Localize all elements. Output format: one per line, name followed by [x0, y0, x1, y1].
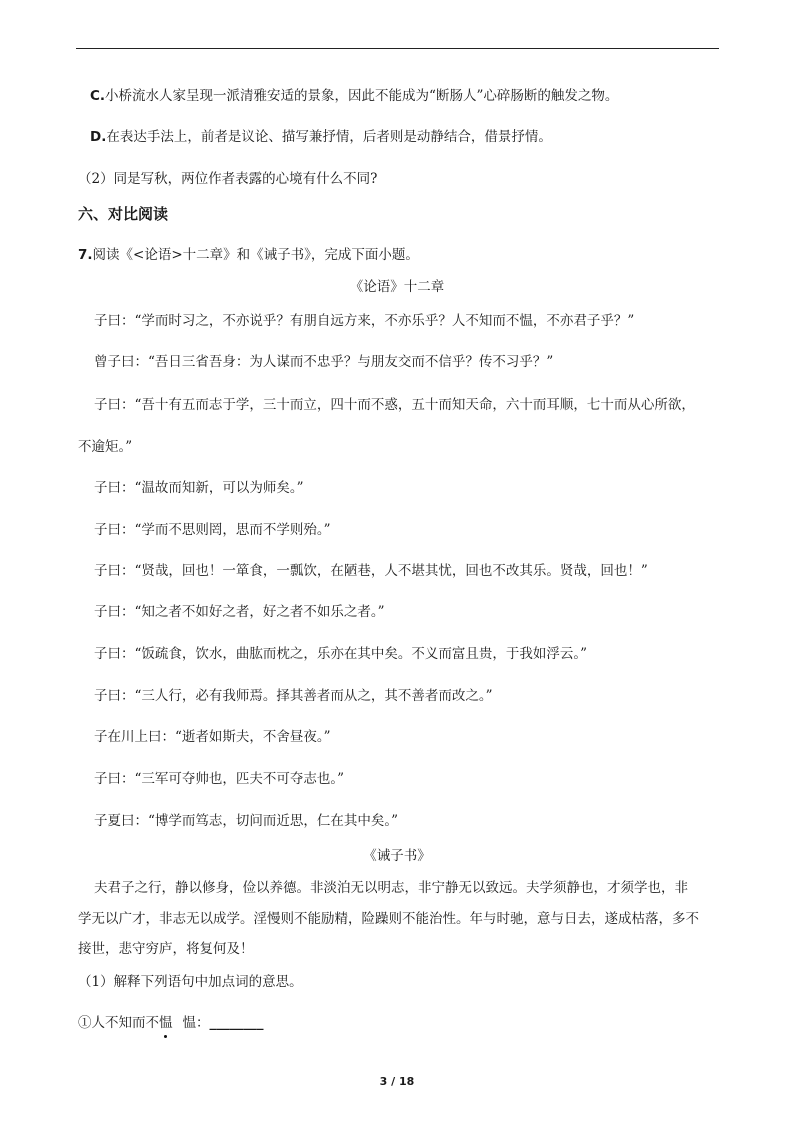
lunyu-title: 《论语》十二章	[349, 279, 445, 295]
option-c	[90, 86, 618, 106]
page-number: 3 / 18	[379, 1075, 415, 1088]
jiezishu-line-1: 夫君子之行，静以修身，俭以养德。非淡泊无以明志，非宁静无以致远。夫学须静也，才须学也，非	[94, 880, 688, 896]
option-c-letter: C.	[90, 88, 106, 104]
lunyu-passage-3-cont: 不逾矩。”	[78, 439, 133, 455]
option-d-text: 在表达手法上，前者是议论、描写兼抒情，后者则是动静结合，借景抒情。	[106, 129, 552, 145]
item-1-sentence: ①人不知而不	[78, 1015, 159, 1031]
question-7-text: 阅读《<论语>十二章》和《诫子书》，完成下面小题。	[92, 247, 419, 263]
option-c-text: 小桥流水人家呈现一派清雅安适的景象，因此不能成为“断肠人”心碎肠断的触发之物。	[105, 88, 619, 104]
jiezishu-line-2: 学无以广才，非志无以成学。淫慢则不能励精，险躁则不能治性。年与时驰，意与日去，遂成枯落，多不	[78, 911, 699, 927]
option-d	[90, 127, 552, 147]
lunyu-passage-10: 子在川上曰：“逝者如斯夫，不舍昼夜。”	[94, 729, 331, 745]
sub-question-1: （1）解释下列语句中加点词的意思。	[78, 974, 303, 990]
lunyu-passage-11: 子曰：“三军可夺帅也，匹夫不可夺志也。”	[94, 771, 345, 787]
header-rule	[76, 48, 719, 49]
answer-item-1	[78, 1013, 264, 1033]
jiezishu-line-3: 接世，悲守穷庐，将复何及！	[78, 941, 254, 957]
lunyu-passage-6: 子曰：“贤哉，回也！一箪食，一瓢饮，在陋巷，人不堪其忧，回也不改其乐。贤哉，回也！”	[94, 563, 648, 579]
jiezishu-title: 《诫子书》	[363, 848, 431, 864]
section-heading: 六、对比阅读	[78, 205, 169, 223]
lunyu-passage-9: 子曰：“三人行，必有我师焉。择其善者而从之，其不善者而改之。”	[94, 688, 493, 704]
question-7-number: 7.	[78, 247, 93, 263]
lunyu-passage-2: 曾子曰：“吾日三省吾身：为人谋而不忠乎？与朋友交而不信乎？传不习乎？”	[94, 354, 554, 370]
item-1-label: 愠：	[182, 1015, 210, 1031]
lunyu-passage-4: 子曰：“温故而知新，可以为师矣。”	[94, 480, 304, 496]
item-1-answer-blank[interactable]: ________	[209, 1015, 264, 1031]
question-2: （2）同是写秋，两位作者表露的心境有什么不同?	[78, 171, 378, 187]
lunyu-passage-8: 子曰：“饭疏食，饮水，曲肱而枕之，乐亦在其中矣。不义而富且贵，于我如浮云。”	[94, 646, 588, 662]
question-7	[78, 245, 419, 265]
lunyu-passage-3: 子曰：“吾十有五而志于学，三十而立，四十而不惑，五十而知天命，六十而耳顺，七十而从心所欲，	[94, 397, 695, 413]
lunyu-passage-5: 子曰：“学而不思则罔，思而不学则殆。”	[94, 522, 331, 538]
lunyu-passage-1: 子曰：“学而时习之，不亦说乎？有朋自远方来，不亦乐乎？人不知而不愠，不亦君子乎？”	[94, 313, 635, 329]
lunyu-passage-12: 子夏曰：“博学而笃志，切问而近思，仁在其中矣。”	[94, 813, 399, 829]
item-1-dotted-char: 愠	[159, 1015, 173, 1031]
option-d-letter: D.	[90, 129, 107, 145]
lunyu-passage-7: 子曰：“知之者不如好之者，好之者不如乐之者。”	[94, 604, 385, 620]
